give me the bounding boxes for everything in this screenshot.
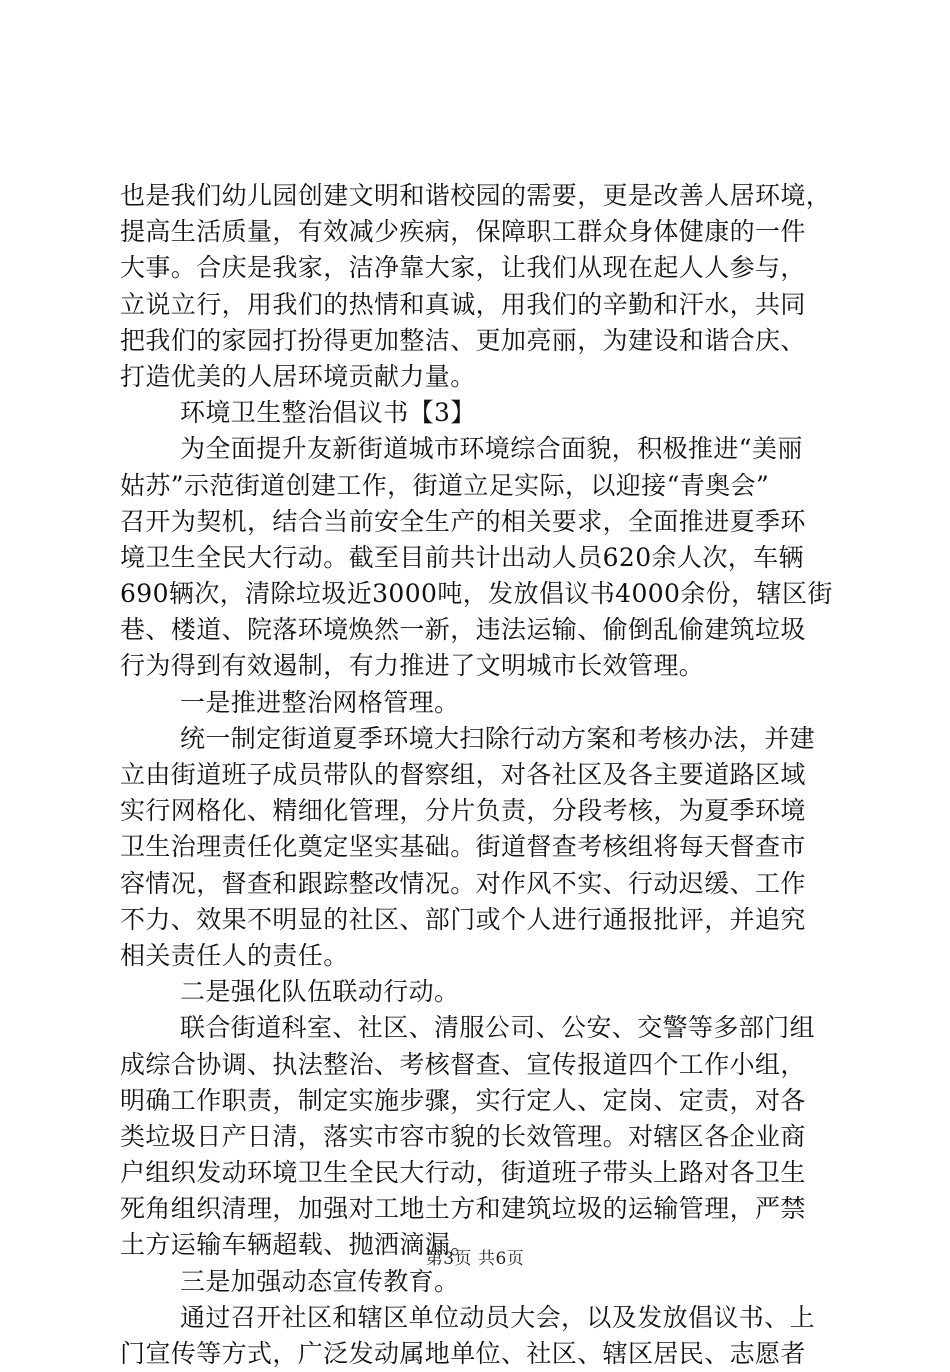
text-line: 户组织发动环境卫生全民大行动，街道班子带头上路对各卫生 [120, 1158, 806, 1188]
text-line: 土方运输车辆超载、抛洒滴漏。 [120, 1230, 476, 1260]
text-line: 统一制定街道夏季环境大扫除行动方案和考核办法，并建 [180, 723, 816, 753]
text-line: 把我们的家园打扮得更加整洁、更加亮丽，为建设和谐合庆、 [120, 325, 806, 355]
text-line: 姑苏”示范街道创建工作，街道立足实际，以迎接“青奥会” [120, 470, 770, 500]
text-line: 二是强化队伍联动行动。 [180, 977, 460, 1007]
text-line: 成综合协调、执法整治、考核督查、宣传报道四个工作小组， [120, 1049, 806, 1079]
text-line: 为全面提升友新街道城市环境综合面貌，积极推进“美丽 [180, 434, 803, 464]
text-line: 通过召开社区和辖区单位动员大会，以及发放倡议书、上 [180, 1302, 816, 1332]
text-line: 相关责任人的责任。 [120, 940, 349, 970]
text-line: 行为得到有效遏制，有力推进了文明城市长效管理。 [120, 651, 705, 681]
text-line: 巷、楼道、院落环境焕然一新，违法运输、偷倒乱偷建筑垃圾 [120, 615, 806, 645]
text-line: 也是我们幼儿园创建文明和谐校园的需要，更是改善人居环境， [120, 181, 832, 210]
text-line: 大事。合庆是我家，洁净靠大家，让我们从现在起人人参与， [120, 253, 806, 283]
text-line: 死角组织清理，加强对工地土方和建筑垃圾的运输管理，严禁 [120, 1194, 806, 1224]
text-line: 联合街道科室、社区、清服公司、公安、交警等多部门组 [180, 1013, 816, 1043]
text-line: 容情况，督查和跟踪整改情况。对作风不实、行动迟缓、工作 [120, 868, 806, 898]
text-line: 类垃圾日产日清，落实市容市貌的长效管理。对辖区各企业商 [120, 1121, 806, 1151]
text-line: 门宣传等方式，广泛发动属地单位、社区、辖区居民、志愿者 [120, 1339, 806, 1368]
text-line: 立由街道班子成员带队的督察组，对各社区及各主要道路区域 [120, 760, 806, 789]
text-line: 不力、效果不明显的社区、部门或个人进行通报批评，并追究 [120, 904, 806, 934]
text-line: 环境卫生整治倡议书【3】 [180, 398, 476, 428]
page-footer: 第3页 共6页 [425, 1249, 525, 1269]
text-line: 召开为契机，结合当前安全生产的相关要求，全面推进夏季环 [120, 506, 806, 536]
text-line: 明确工作职责，制定实施步骤，实行定人、定岗、定责，对各 [120, 1085, 806, 1115]
document-body [120, 178, 836, 1372]
text-line: 690辆次，清除垃圾近3000吨，发放倡议书4000余份，辖区街 [120, 579, 833, 609]
text-line: 打造优美的人居环境贡献力量。 [120, 361, 476, 391]
text-line: 卫生治理责任化奠定坚实基础。街道督查考核组将每天督查市 [120, 832, 806, 862]
text-line: 实行网格化、精细化管理，分片负责，分段考核，为夏季环境 [120, 796, 806, 826]
text-line: 一是推进整治网格管理。 [180, 687, 460, 717]
text-line: 提高生活质量，有效减少疾病，保障职工群众身体健康的一件 [120, 217, 806, 247]
text-line: 境卫生全民大行动。截至目前共计出动人员620余人次，车辆 [120, 542, 804, 572]
text-line: 立说立行，用我们的热情和真诚，用我们的辛勤和汗水，共同 [120, 289, 806, 319]
text-line: 三是加强动态宣传教育。 [180, 1266, 460, 1296]
